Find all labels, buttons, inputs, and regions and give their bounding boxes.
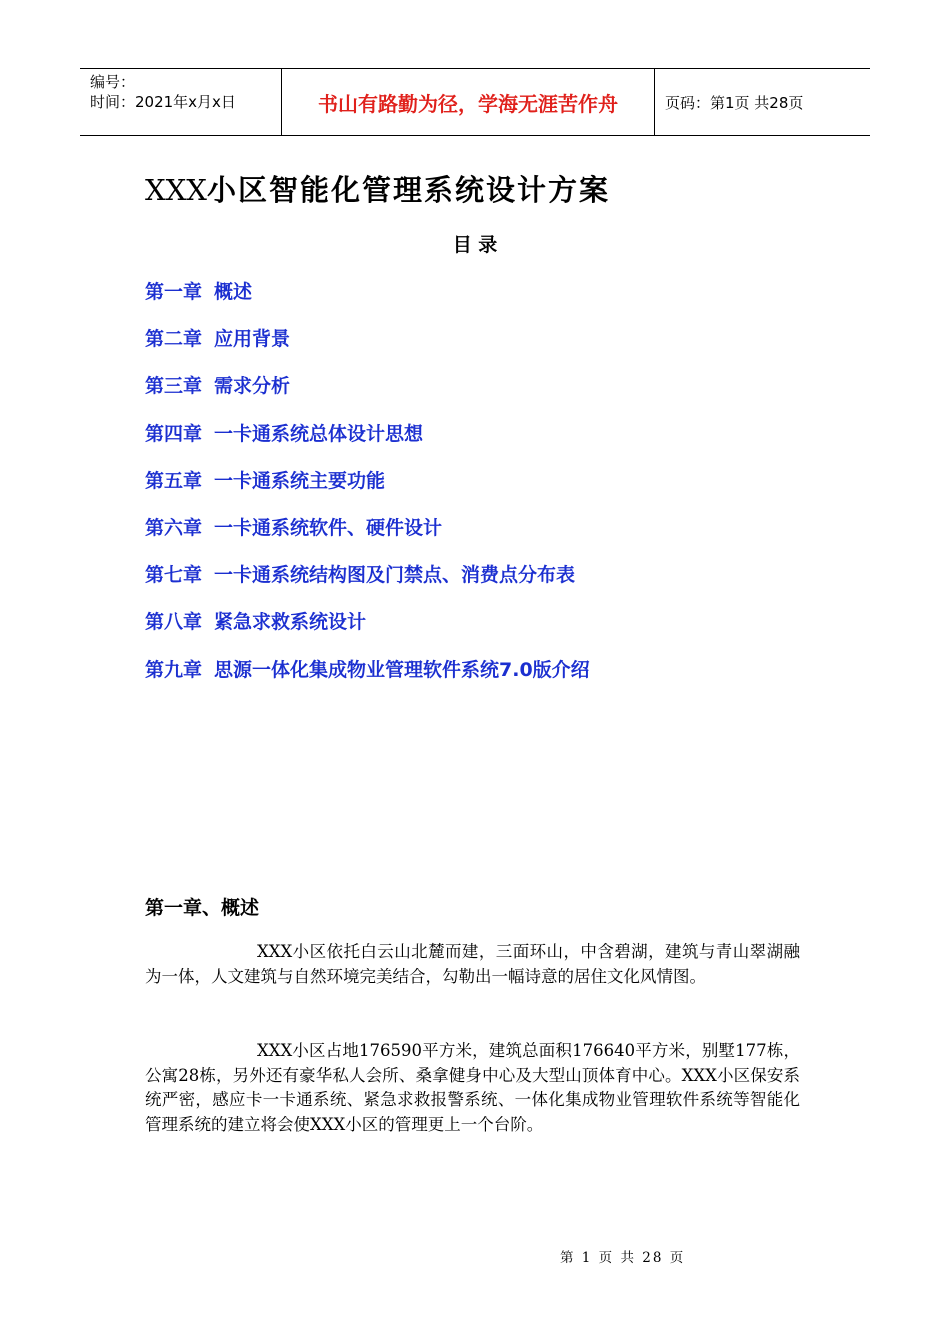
toc-item-text: 一卡通系统主要功能	[214, 469, 386, 492]
toc-item-text: 一卡通系统总体设计思想	[214, 422, 424, 445]
toc-item-number: 第四章	[145, 422, 203, 445]
document-date-label: 时间：2021年x月x日	[90, 93, 236, 111]
toc-item-text: 一卡通系统软件、硬件设计	[214, 516, 443, 539]
page-footer: 第 1 页 共 28 页	[560, 1250, 686, 1266]
toc-item-number: 第六章	[145, 516, 203, 539]
chapter-heading: 第一章、概述	[145, 897, 260, 919]
document-title-text: 小区智能化管理系统设计方案	[206, 173, 610, 207]
toc-item-text: 概述	[214, 281, 253, 303]
toc-item-number: 第七章	[145, 564, 203, 587]
toc-item[interactable]	[145, 559, 590, 606]
toc-item-number: 第三章	[145, 375, 203, 398]
toc-item-number: 第二章	[145, 328, 203, 351]
page-header	[80, 68, 870, 136]
toc-heading: 目 录	[452, 234, 498, 256]
toc-item[interactable]	[145, 512, 590, 559]
toc-item-text: 需求分析	[214, 375, 291, 398]
toc-item-number: 第八章	[145, 611, 203, 634]
toc-item[interactable]	[145, 370, 590, 417]
toc-item[interactable]	[145, 465, 590, 512]
header-left-cell	[80, 69, 282, 135]
table-of-contents	[145, 276, 590, 701]
chapter-paragraph-2: XXX小区占地176590平方米，建筑总面积176640平方米，别墅177栋，公寓28栋，另外还有豪华私人会所、桑拿健身中心及大型山顶体育中心。XXX小区保安系统严密，感应卡一卡通系统、紧急求救报警系统、一体化集成物业管理软件系统等智能化管理系统的建立将会使XXX小区的管理更上一个台阶。	[145, 1041, 800, 1134]
toc-item-number: 第一章	[145, 281, 203, 303]
toc-item[interactable]	[145, 418, 590, 465]
toc-item-text: 紧急求救系统设计	[214, 611, 367, 634]
document-number-label: 编号：	[90, 73, 136, 91]
toc-item-text: 思源一体化集成物业管理软件系统7.0版介绍	[214, 658, 590, 681]
toc-item[interactable]	[145, 654, 590, 701]
header-page-info: 页码：第1页 共28页	[665, 93, 804, 112]
toc-item[interactable]	[145, 276, 590, 323]
toc-item-number: 第九章	[145, 658, 203, 681]
toc-item[interactable]	[145, 323, 590, 370]
toc-item-text: 应用背景	[214, 328, 291, 351]
document-title	[145, 168, 610, 209]
chapter-paragraph-1: XXX小区依托白云山北麓而建，三面环山，中含碧湖，建筑与青山翠湖融为一体，人文建筑与自然环境完美结合，勾勒出一幅诗意的居住文化风情图。	[145, 942, 800, 986]
toc-item-text: 一卡通系统结构图及门禁点、消费点分布表	[214, 564, 576, 587]
header-motto: 书山有路勤为径，学海无涯苦作舟	[282, 69, 655, 135]
document-title-prefix: XXX	[145, 173, 207, 207]
toc-item-number: 第五章	[145, 469, 203, 492]
toc-item[interactable]	[145, 606, 590, 653]
